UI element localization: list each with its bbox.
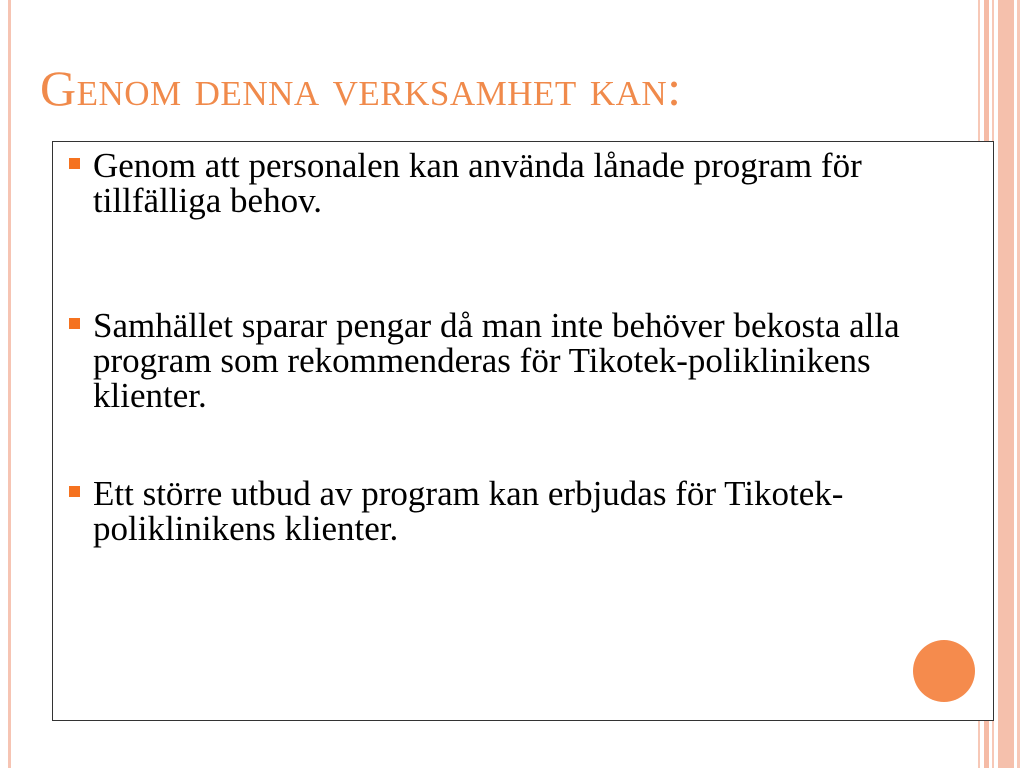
bullet-item	[67, 148, 967, 218]
right-decor-stripe	[998, 0, 1014, 768]
bullet-item	[67, 308, 967, 413]
bullet-item	[67, 476, 967, 546]
bullet-text: Samhället sparar pengar då man inte behöver bekosta alla program som rekommenderas för Tikotek-poliklinikens klienter.	[93, 306, 900, 415]
square-bullet-icon	[69, 486, 80, 497]
square-bullet-icon	[69, 158, 80, 169]
right-decor-stripe	[1017, 0, 1020, 768]
square-bullet-icon	[69, 318, 80, 329]
decorative-circle-icon	[913, 640, 975, 702]
bullet-text: Ett större utbud av program kan erbjudas för Tikotek-poliklinikens klienter.	[93, 474, 844, 548]
left-border-line	[8, 0, 11, 768]
slide-title: Genom denna verksamhet kan:	[40, 60, 682, 116]
bullet-text: Genom att personalen kan använda lånade program för tillfälliga behov.	[93, 146, 862, 220]
content-box	[52, 141, 994, 721]
